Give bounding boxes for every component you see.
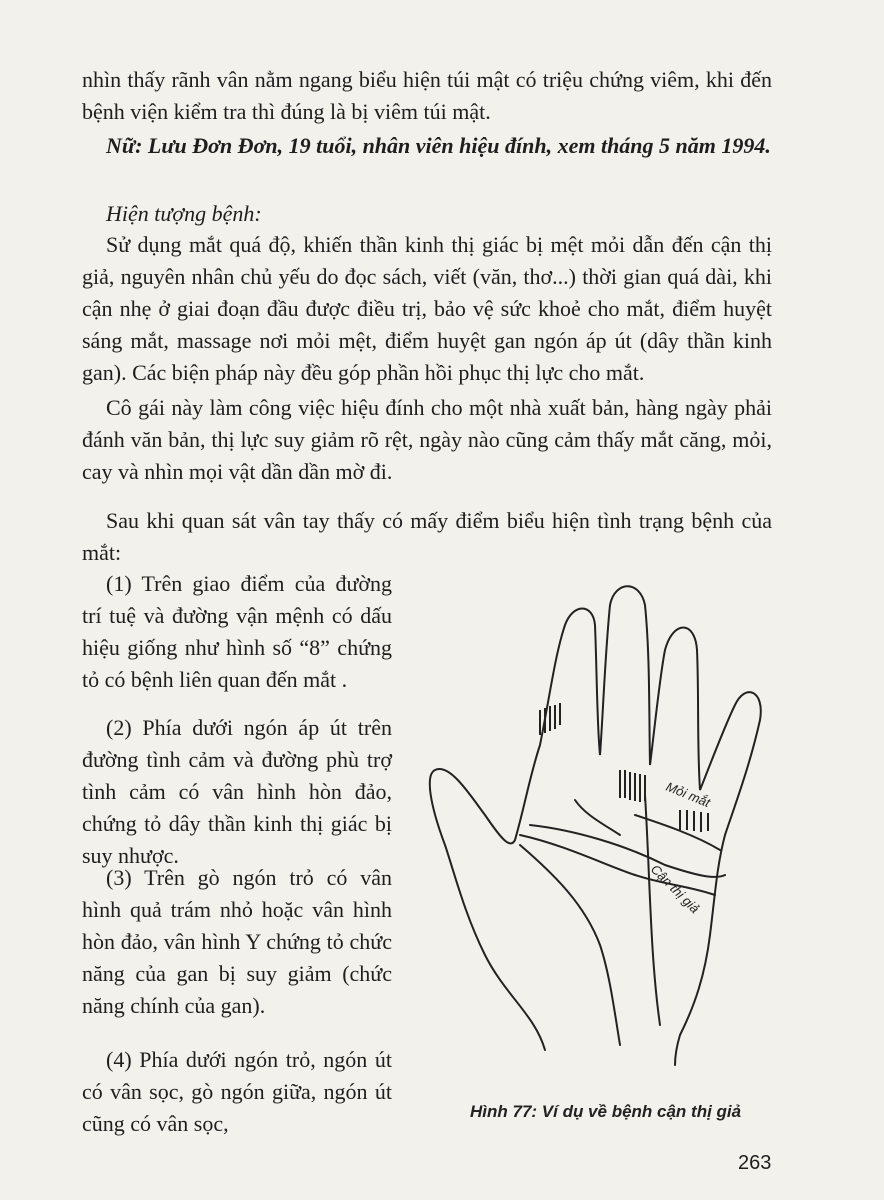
label-eye-strain: Mỏi mắt [663, 778, 713, 811]
figure-caption: Hình 77: Ví dụ về bệnh cận thị giả [470, 1102, 742, 1121]
point-item: (2) Phía dưới ngón áp út trên đường tình cảm và đường phù trợ tình cảm có vân hình hòn đảo, chứng tỏ dây thần kinh thị giác bị suy nhược. [82, 715, 392, 868]
paragraph: Cô gái này làm công việc hiệu đính cho một nhà xuất bản, hàng ngày phải đánh văn bản, thị lực suy giảm rõ rệt, ngày nào cũng cảm thấy mắt căng, mỏi, cay và nhìn mọi vật dần dần mờ đi. [82, 395, 772, 484]
page-number: 263 [738, 1152, 772, 1174]
case-heading: Nữ: Lưu Đơn Đơn, 19 tuổi, nhân viên hiệu đính, xem tháng 5 năm 1994. [106, 133, 771, 158]
symptom-heading: Hiện tượng bệnh: [106, 201, 262, 226]
label-pseudo-myopia: Cận thị giả [647, 861, 703, 917]
point-item: (1) Trên giao điểm của đường trí tuệ và đường vận mệnh có dấu hiệu giống như hình số “8” chứng tỏ có bệnh liên quan đến mắt . [82, 571, 392, 692]
point-item: (4) Phía dưới ngón trỏ, ngón út có vân sọc, gò ngón giữa, ngón út cũng có vân sọc, [82, 1047, 392, 1136]
paragraph: Sau khi quan sát vân tay thấy có mấy điểm biểu hiện tình trạng bệnh của mắt: [82, 508, 772, 565]
point-item: (3) Trên gò ngón trỏ có vân hình quả trám nhỏ hoặc vân hình hòn đảo, vân hình Y chứng tỏ chức năng của gan bị suy giảm (chức năng chính của gan). [82, 865, 392, 1018]
palm-illustration [425, 575, 785, 1075]
paragraph: Sử dụng mắt quá độ, khiến thần kinh thị giác bị mệt mỏi dẫn đến cận thị giả, nguyên nhân chủ yếu do đọc sách, viết (văn, thơ...) thời gian quá dài, khi cận nhẹ ở giai đoạn đầu được điều trị, bảo vệ sức khoẻ cho mắt, điểm huyệt sáng mắt, massage nơi mỏi mệt, điểm huyệt gan ngón áp út (dây thần kinh gan). Các biện pháp này đều góp phần hồi phục thị lực cho mắt. [82, 232, 772, 385]
hand-outline [430, 586, 761, 1065]
intro-paragraph: nhìn thấy rãnh vân nằm ngang biểu hiện túi mật có triệu chứng viêm, khi đến bệnh viện kiểm tra thì đúng là bị viêm túi mật. [82, 67, 772, 124]
